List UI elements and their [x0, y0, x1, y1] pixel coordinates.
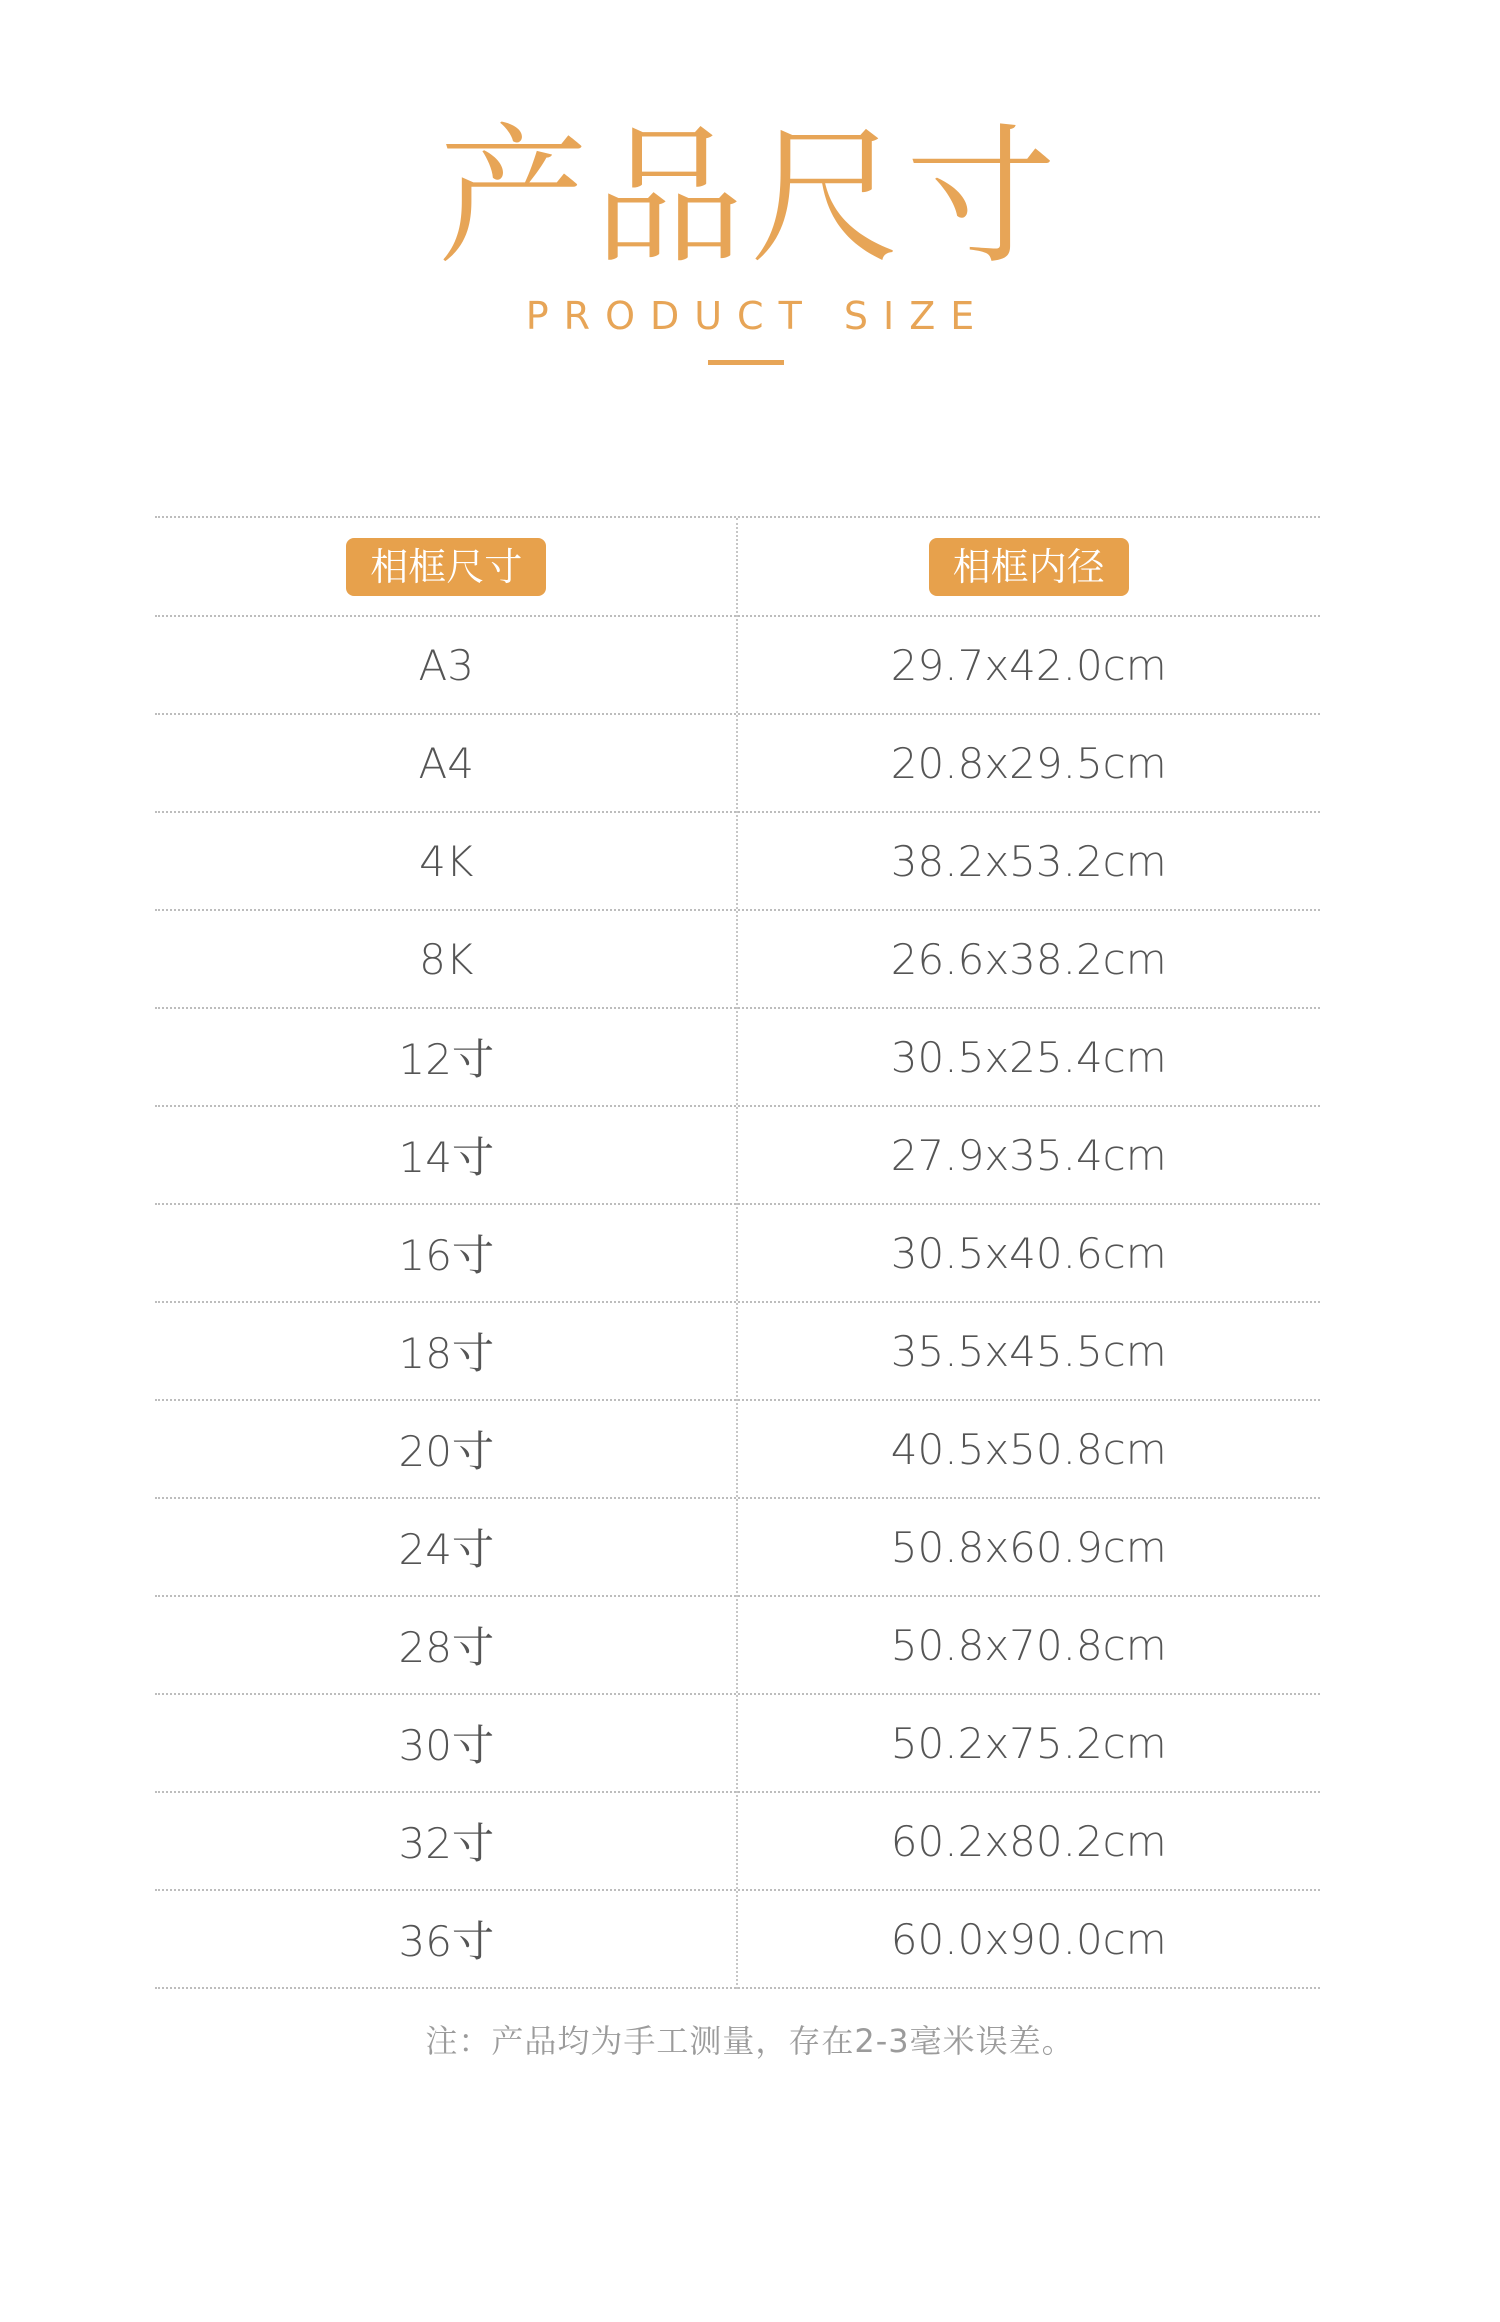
column-divider: [736, 518, 738, 1989]
inner-size-cell: 38.2x53.2cm: [890, 836, 1167, 886]
frame-size-cell: 20寸: [398, 1427, 494, 1476]
inner-size-cell: 50.2x75.2cm: [890, 1718, 1167, 1768]
frame-size-cell: 32寸: [398, 1819, 494, 1868]
frame-size-cell: 16寸: [398, 1231, 494, 1280]
inner-size-cell: 30.5x25.4cm: [890, 1032, 1167, 1082]
frame-size-cell: 30寸: [398, 1721, 494, 1770]
inner-size-cell: 20.8x29.5cm: [890, 738, 1167, 788]
inner-size-cell: 60.0x90.0cm: [890, 1914, 1167, 1964]
frame-size-cell: 36寸: [398, 1917, 494, 1966]
size-table: [155, 516, 1320, 1989]
inner-size-cell: 40.5x50.8cm: [890, 1424, 1167, 1474]
inner-size-cell: 50.8x60.9cm: [890, 1522, 1167, 1572]
inner-size-cell: 29.7x42.0cm: [890, 640, 1167, 690]
inner-size-cell: 35.5x45.5cm: [890, 1326, 1167, 1376]
inner-size-cell: 50.8x70.8cm: [890, 1620, 1167, 1670]
page-subtitle: PRODUCT SIZE: [525, 294, 990, 338]
column-header-inner-size: 相框内径: [929, 538, 1129, 596]
inner-size-cell: 60.2x80.2cm: [890, 1816, 1167, 1866]
frame-size-cell: 14寸: [398, 1133, 494, 1182]
inner-size-cell: 30.5x40.6cm: [890, 1228, 1167, 1278]
frame-size-cell: 18寸: [398, 1329, 494, 1378]
page-title: 产品尺寸: [437, 111, 1062, 285]
measurement-note: 注：产品均为手工测量，存在2-3毫米误差。: [425, 2022, 1075, 2060]
inner-size-cell: 27.9x35.4cm: [890, 1130, 1167, 1180]
frame-size-cell: 12寸: [398, 1035, 494, 1084]
column-header-frame-size: 相框尺寸: [346, 538, 546, 596]
frame-size-cell: A4: [418, 738, 474, 788]
inner-size-cell: 26.6x38.2cm: [890, 934, 1167, 984]
frame-size-cell: A3: [418, 640, 474, 690]
frame-size-cell: 24寸: [398, 1525, 494, 1574]
frame-size-cell: 28寸: [398, 1623, 494, 1672]
frame-size-cell: 8K: [419, 934, 474, 984]
title-underline: [708, 360, 784, 365]
frame-size-cell: 4K: [419, 836, 474, 886]
